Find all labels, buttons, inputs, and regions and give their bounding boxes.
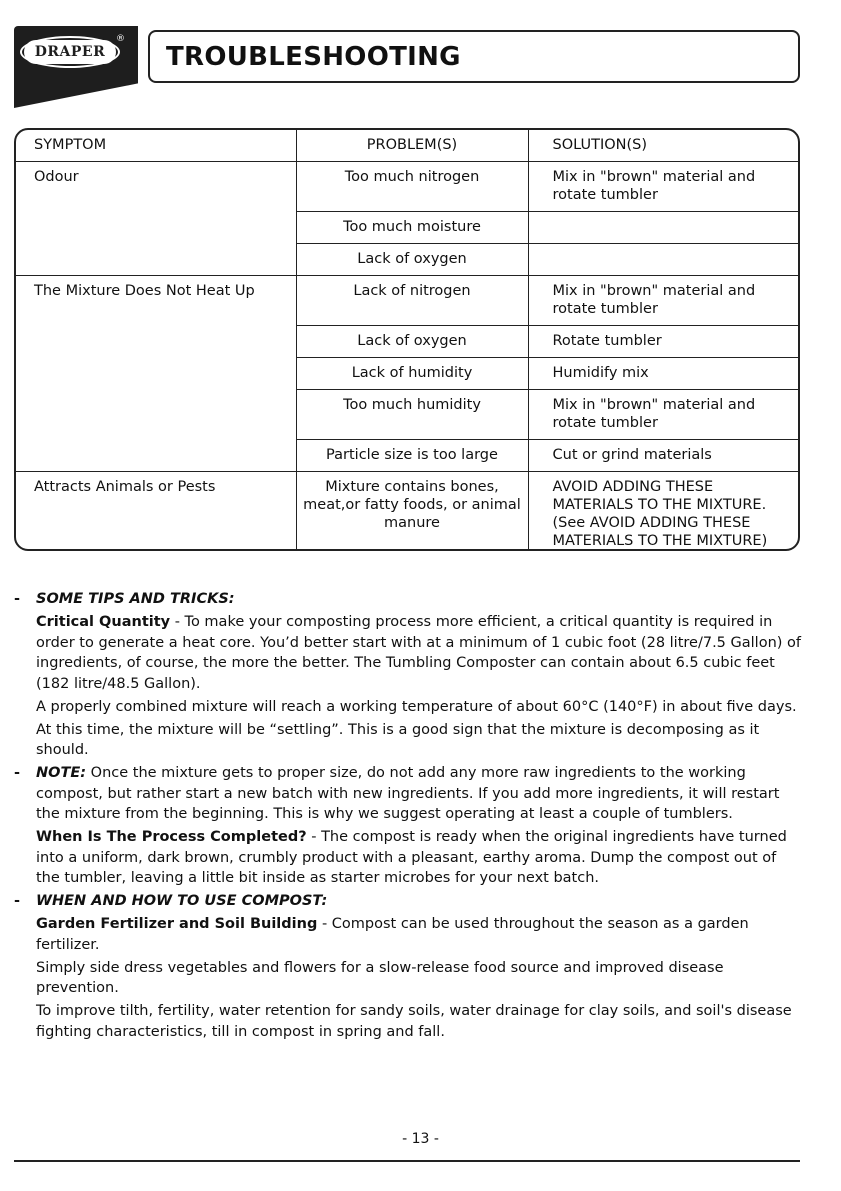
solution-cell: Mix in "brown" material and rotate tumbler <box>528 161 798 211</box>
symptom-cell: The Mixture Does Not Heat Up <box>16 275 296 471</box>
footer-divider <box>14 1160 800 1162</box>
paragraph: At this time, the mixture will be “settling”. This is a good sign that the mixture is decomposing as it should. <box>36 721 760 758</box>
paragraph: Garden Fertilizer and Soil Building - Compost can be used throughout the season as a garden fertilizer. <box>36 916 749 953</box>
solution-cell: AVOID ADDING THESE MATERIALS TO THE MIXTURE. (See AVOID ADDING THESE MATERIALS TO THE MIXTURE) <box>528 471 798 551</box>
paragraph: NOTE: Once the mixture gets to proper size, do not add any more raw ingredients to the working compost, but rather start a new batch with new ingredients. If you add more ingredients, it will restart the mixture from the beginning. This is why we suggest operating at least a couple of tumblers. <box>36 765 780 822</box>
note-section <box>14 763 804 889</box>
solution-cell: Mix in "brown" material and rotate tumbler <box>528 275 798 325</box>
inline-heading: Critical Quantity <box>36 614 171 630</box>
header-solutions: SOLUTION(S) <box>552 137 647 153</box>
problem-cell: Too much humidity <box>296 389 528 439</box>
solution-cell: Rotate tumbler <box>528 325 798 357</box>
problem-cell: Too much moisture <box>296 211 528 243</box>
problem-cell: Lack of oxygen <box>296 325 528 357</box>
body-text <box>14 589 804 1045</box>
table-header-row <box>16 130 798 161</box>
problem-cell: Mixture contains bones, meat,or fatty foods, or animal manure <box>296 471 528 551</box>
paragraph: Simply side dress vegetables and flowers for a slow-release food source and improved disease prevention. <box>36 959 724 996</box>
bullet-dash: - <box>14 591 21 607</box>
paragraph: To improve tilth, fertility, water retention for sandy soils, water drainage for clay soils, and soil's disease fighting characteristics, till in compost in spring and fall. <box>36 1003 792 1040</box>
paragraph: Critical Quantity - To make your composting process more efficient, a critical quantity is required in order to generate a heat core. You’d better start with at a minimum of 1 cubic foot (28 litre/7.5 Gallon) of ingredients, of course, the more the better. The Tumbling Composter can contain about 6.5 cubic feet (182 litre/48.5 Gallon). <box>36 614 801 692</box>
symptom-cell: Odour <box>16 161 296 275</box>
title-banner <box>148 30 800 83</box>
bullet-dash: - <box>14 765 21 781</box>
solution-cell: Mix in "brown" material and rotate tumbler <box>528 389 798 439</box>
inline-heading: Garden Fertilizer and Soil Building <box>36 916 318 932</box>
paragraph: A properly combined mixture will reach a working temperature of about 60°C (140°F) in about five days. <box>36 698 797 715</box>
header-symptom: SYMPTOM <box>16 130 296 161</box>
header-problems: PROBLEM(S) <box>296 130 528 161</box>
paragraph: When Is The Process Completed? - The compost is ready when the original ingredients have turned into a uniform, dark brown, crumbly product with a pleasant, earthy aroma. Dump the compost out of the tumbler, leaving a little bit inside as starter microbes for your next batch. <box>36 829 787 886</box>
table-row <box>16 471 798 551</box>
table-row <box>16 161 798 211</box>
solution-cell <box>528 211 798 243</box>
registered-mark: ® <box>116 34 125 44</box>
draper-logo <box>20 36 120 68</box>
solution-cell <box>528 243 798 275</box>
logo-text: DRAPER <box>24 40 116 64</box>
problem-cell: Lack of nitrogen <box>296 275 528 325</box>
section-heading: SOME TIPS AND TRICKS: <box>36 591 235 607</box>
problem-cell: Lack of oxygen <box>296 243 528 275</box>
problem-cell: Too much nitrogen <box>296 161 528 211</box>
tips-section <box>14 589 804 761</box>
problem-cell: Lack of humidity <box>296 357 528 389</box>
page-number: - 13 - <box>402 1131 439 1147</box>
note-label: NOTE: <box>36 765 87 781</box>
section-heading: WHEN AND HOW TO USE COMPOST: <box>36 893 328 909</box>
usage-section <box>14 891 804 1042</box>
troubleshooting-table <box>14 128 800 551</box>
solution-cell: Cut or grind materials <box>528 439 798 471</box>
inline-heading: When Is The Process Completed? <box>36 829 307 845</box>
bullet-dash: - <box>14 893 21 909</box>
symptom-cell: Attracts Animals or Pests <box>16 471 296 551</box>
problem-cell: Particle size is too large <box>296 439 528 471</box>
table-row <box>16 275 798 325</box>
page-title: TROUBLESHOOTING <box>166 41 461 72</box>
solution-cell: Humidify mix <box>528 357 798 389</box>
